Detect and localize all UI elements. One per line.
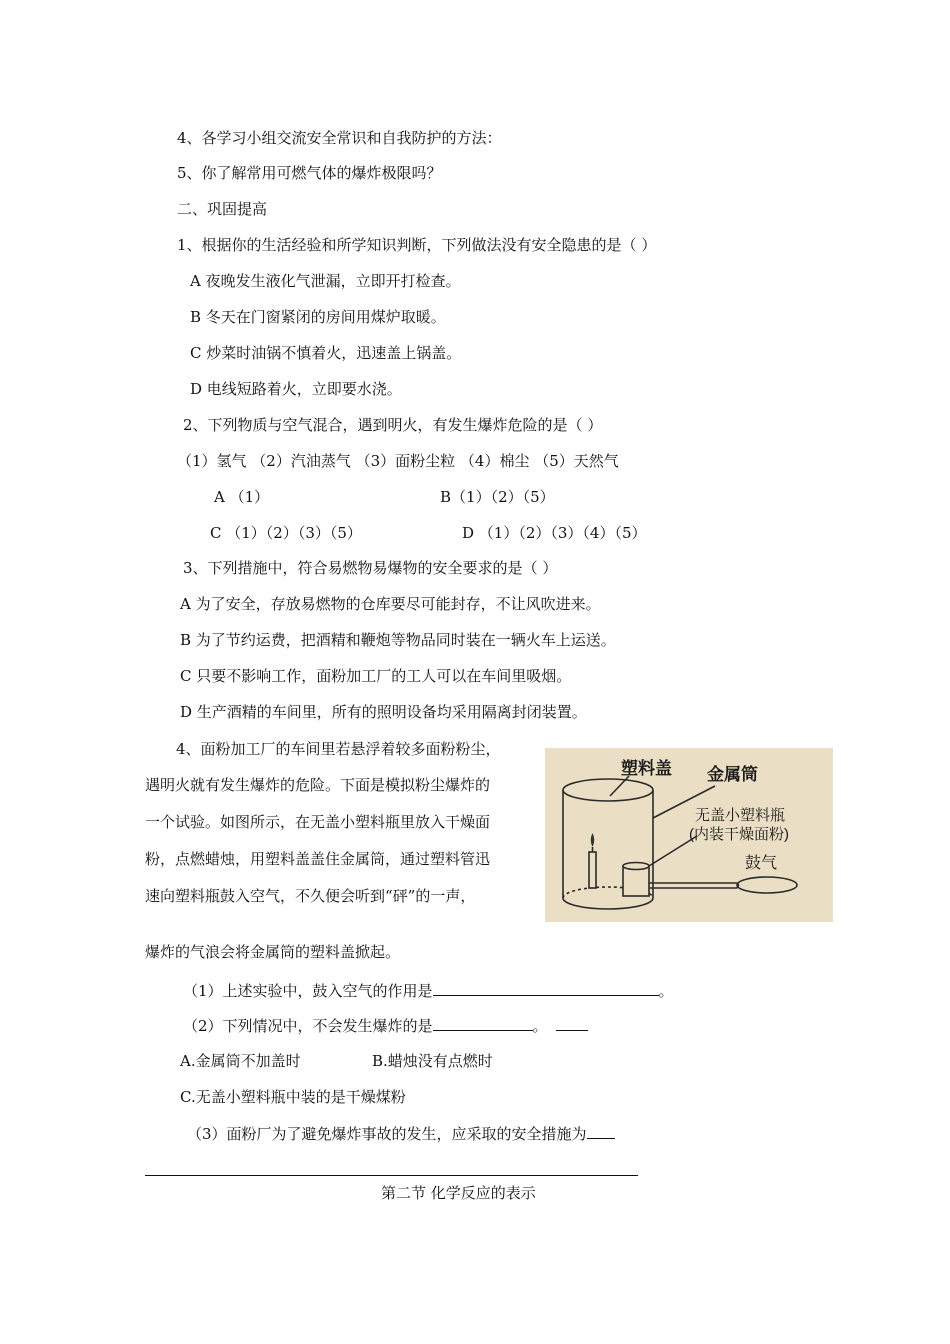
sub-2-option-a: A.金属筒不加盖时 [180, 1052, 301, 1070]
question-1-stem: 1、根据你的生活经验和所学知识判断，下列做法没有安全隐患的是（ ） [177, 236, 657, 254]
sub-1-end: 。 [658, 982, 674, 1000]
section-heading: 二、巩固提高 [177, 200, 268, 218]
question-2-stem: 2、下列物质与空气混合，遇到明火，有发生爆炸危险的是（ ） [183, 416, 603, 434]
sub-2-end: 。 [532, 1017, 548, 1035]
sub-2-option-b: B.蜡烛没有点燃时 [372, 1052, 493, 1070]
air-bulb-icon [737, 877, 797, 893]
figure-label-lid: 塑料盖 [621, 759, 672, 778]
bottle-opening [623, 863, 649, 870]
sub-2-option-c: C.无盖小塑料瓶中装的是干燥煤粉 [180, 1088, 406, 1106]
question-4-line-2: 遇明火就有发生爆炸的危险。下面是模拟粉尘爆炸的 [145, 776, 491, 794]
question-4-line-5: 速向塑料瓶鼓入空气，不久便会听到“砰”的一声， [145, 887, 476, 905]
answer-line[interactable] [145, 1175, 638, 1176]
question-2-items: （1）氢气 （2）汽油蒸气 （3）面粉尘粒 （4）棉尘 （5）天然气 [177, 452, 619, 470]
question-1-option-c: C 炒菜时油锅不慎着火，迅速盖上锅盖。 [190, 344, 462, 362]
figure-label-bottle-line-1: 无盖小塑料瓶 [695, 807, 786, 824]
question-2-option-b: B（1）（2）（5） [440, 488, 555, 506]
dust-explosion-apparatus-figure [545, 748, 833, 922]
figure-label-bottle-line-2: (内装干燥面粉) [689, 826, 789, 843]
question-1-option-d: D 电线短路着火，立即要水浇。 [190, 380, 402, 398]
question-2-option-a: A （1） [214, 488, 270, 506]
question-4-line-1: 4、面粉加工厂的车间里若悬浮着较多面粉粉尘， [176, 740, 501, 758]
question-1-option-a: A 夜晚发生液化气泄漏，立即开打检查。 [190, 272, 461, 290]
question-2-option-d: D （1）（2）（3）（4）（5） [462, 524, 647, 542]
sub-1-text: （1）上述实验中，鼓入空气的作用是 [183, 982, 433, 1000]
question-4-line-6: 爆炸的气浪会将金属筒的塑料盖掀起。 [145, 943, 401, 961]
plastic-bottle-shape [623, 866, 649, 896]
sub-1-answer-blank[interactable] [433, 981, 659, 996]
question-4-line-4: 粉，点燃蜡烛，用塑料盖盖住金属筒，通过塑料管迅 [145, 850, 491, 868]
question-1-option-b: B 冬天在门窗紧闭的房间用煤炉取暖。 [190, 308, 446, 326]
figure-label-air: 鼓气 [745, 855, 778, 872]
question-2-option-c: C （1）（2）（3）（5） [210, 524, 362, 542]
intro-item-5: 5、你了解常用可燃气体的爆炸极限吗？ [177, 164, 442, 182]
question-4-sub-1 [183, 981, 674, 1000]
sub-3-text: （3）面粉厂为了避免爆炸事故的发生，应采取的安全措施为 [187, 1125, 587, 1143]
question-3-option-a: A 为了安全，存放易燃物的仓库要尽可能封存，不让风吹进来。 [180, 595, 601, 613]
candle-icon [589, 852, 596, 888]
question-4-sub-2 [183, 1016, 588, 1035]
sub-2-answer-blank[interactable] [433, 1016, 533, 1031]
figure-label-can: 金属筒 [707, 765, 758, 784]
question-3-option-c: C 只要不影响工作，面粉加工厂的工人可以在车间里吸烟。 [180, 667, 572, 685]
question-4-line-3: 一个试验。如图所示，在无盖小塑料瓶里放入干燥面 [145, 813, 491, 831]
sub-3-answer-blank[interactable] [587, 1124, 615, 1139]
question-3-option-b: B 为了节约运费，把酒精和鞭炮等物品同时装在一辆火车上运送。 [180, 631, 616, 649]
sub-2-text: （2）下列情况中，不会发生爆炸的是 [183, 1017, 433, 1035]
sub-2-extra-blank[interactable] [556, 1016, 588, 1031]
question-4-sub-3 [187, 1124, 615, 1143]
intro-item-4: 4、各学习小组交流安全常识和自我防护的方法： [177, 129, 502, 147]
next-section-title: 第二节 化学反应的表示 [381, 1184, 536, 1202]
question-3-option-d: D 生产酒精的车间里，所有的照明设备均采用隔离封闭装置。 [180, 703, 587, 721]
question-3-stem: 3、下列措施中，符合易燃物易爆物的安全要求的是（ ） [183, 559, 558, 577]
